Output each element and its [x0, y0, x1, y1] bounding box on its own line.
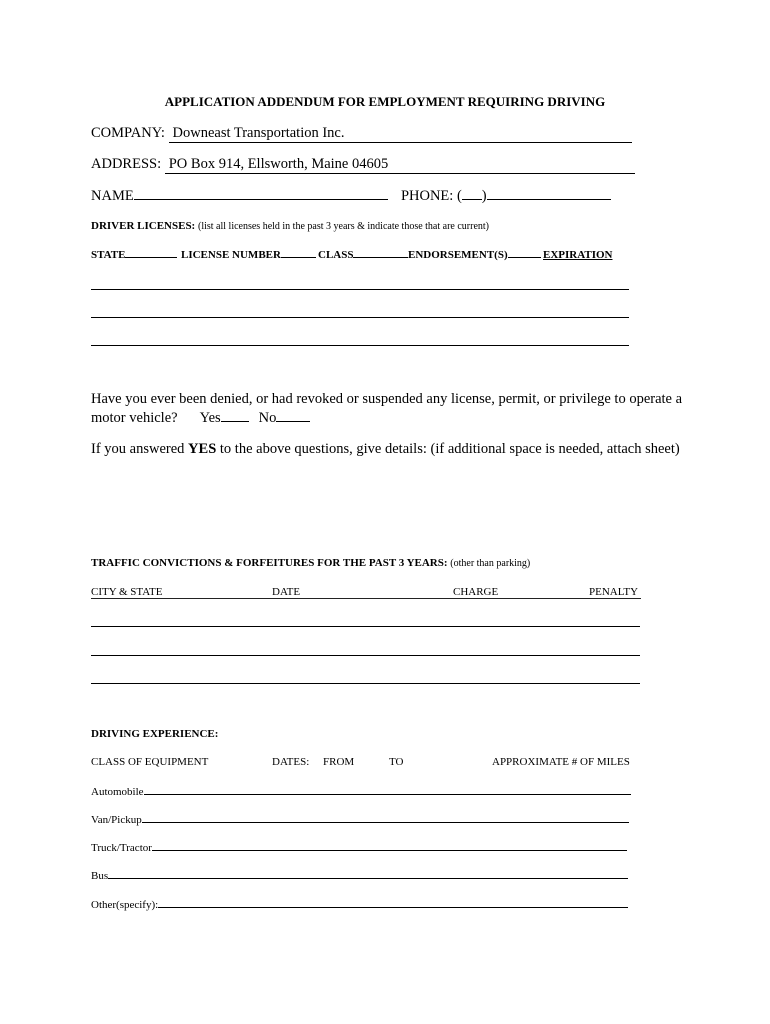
license-col-state: STATE — [91, 249, 177, 261]
traffic-header-underline — [91, 598, 641, 599]
traffic-note: (other than parking) — [450, 558, 531, 569]
phone-label: PHONE: ( — [400, 188, 462, 204]
other-specify-field[interactable] — [158, 907, 628, 908]
experience-col-miles: APPROXIMATE # OF MILES — [492, 756, 630, 768]
name-field[interactable] — [134, 199, 388, 200]
automobile-field[interactable] — [144, 794, 631, 795]
phone-close-paren: ) — [481, 188, 487, 204]
company-field[interactable] — [169, 125, 632, 143]
name-label: NAME — [91, 188, 134, 204]
driving-experience-heading: DRIVING EXPERIENCE: — [91, 728, 219, 740]
traffic-heading: TRAFFIC CONVICTIONS & FORFEITURES FOR THE PAST 3 YEARS: — [91, 557, 448, 569]
yes-field[interactable] — [221, 421, 249, 422]
license-col-expiration: EXPIRATION — [543, 249, 613, 261]
details-instruction: If you answered YES to the above questions, give details: (if additional space is needed, attach sheet) — [91, 441, 680, 457]
license-col-endorsements: ENDORSEMENT(S) — [408, 249, 541, 261]
page-title: APPLICATION ADDENDUM FOR EMPLOYMENT REQUIRING DRIVING — [164, 94, 606, 109]
address-field[interactable] — [165, 156, 635, 174]
license-entry-line[interactable] — [91, 317, 629, 318]
company-label: COMPANY: — [91, 125, 165, 141]
license-entry-line[interactable] — [91, 289, 629, 290]
experience-col-dates: DATES: — [272, 756, 310, 768]
no-label: No — [258, 410, 277, 426]
address-row — [91, 156, 635, 174]
traffic-entry-line[interactable] — [91, 655, 640, 656]
traffic-entry-line[interactable] — [91, 626, 640, 627]
experience-row-other: Other(specify): — [91, 899, 628, 911]
traffic-col-penalty: PENALTY — [589, 586, 639, 598]
traffic-col-date: DATE — [272, 586, 301, 598]
phone-number-field[interactable] — [487, 199, 611, 200]
company-value: Downeast Transportation Inc. — [172, 125, 345, 141]
van-pickup-field[interactable] — [142, 822, 629, 823]
traffic-heading-row — [91, 557, 530, 569]
denied-question-line2: motor vehicle? Yes No — [91, 410, 310, 427]
experience-row-bus: Bus — [91, 870, 628, 882]
no-field[interactable] — [276, 421, 310, 422]
denied-question-line1: Have you ever been denied, or had revoked or suspended any license, permit, or privilege to operate a — [91, 391, 683, 407]
driver-licenses-heading-row — [91, 220, 489, 232]
address-value: PO Box 914, Ellsworth, Maine 04605 — [168, 156, 389, 172]
traffic-col-charge: CHARGE — [453, 586, 499, 598]
experience-row-van-pickup: Van/Pickup — [91, 814, 629, 826]
yes-label: Yes — [199, 410, 221, 426]
driver-licenses-heading: DRIVER LICENSES: — [91, 220, 196, 232]
phone-area-code-field[interactable] — [462, 199, 482, 200]
address-label: ADDRESS: — [91, 156, 162, 172]
experience-col-from: FROM — [323, 756, 355, 768]
name-phone-row — [91, 188, 611, 205]
driver-licenses-note: (list all licenses held in the past 3 years & indicate those that are current) — [197, 221, 489, 232]
bus-field[interactable] — [108, 878, 628, 879]
traffic-entry-line[interactable] — [91, 683, 640, 684]
license-col-class: CLASS — [318, 249, 408, 261]
experience-row-truck-tractor: Truck/Tractor — [91, 842, 627, 854]
truck-tractor-field[interactable] — [152, 850, 627, 851]
license-col-number: LICENSE NUMBER — [181, 249, 316, 261]
experience-row-automobile: Automobile — [91, 786, 631, 798]
company-row — [91, 125, 632, 143]
traffic-col-city-state: CITY & STATE — [91, 586, 163, 598]
license-entry-line[interactable] — [91, 345, 629, 346]
experience-col-class: CLASS OF EQUIPMENT — [91, 756, 209, 768]
experience-col-to: TO — [389, 756, 404, 768]
